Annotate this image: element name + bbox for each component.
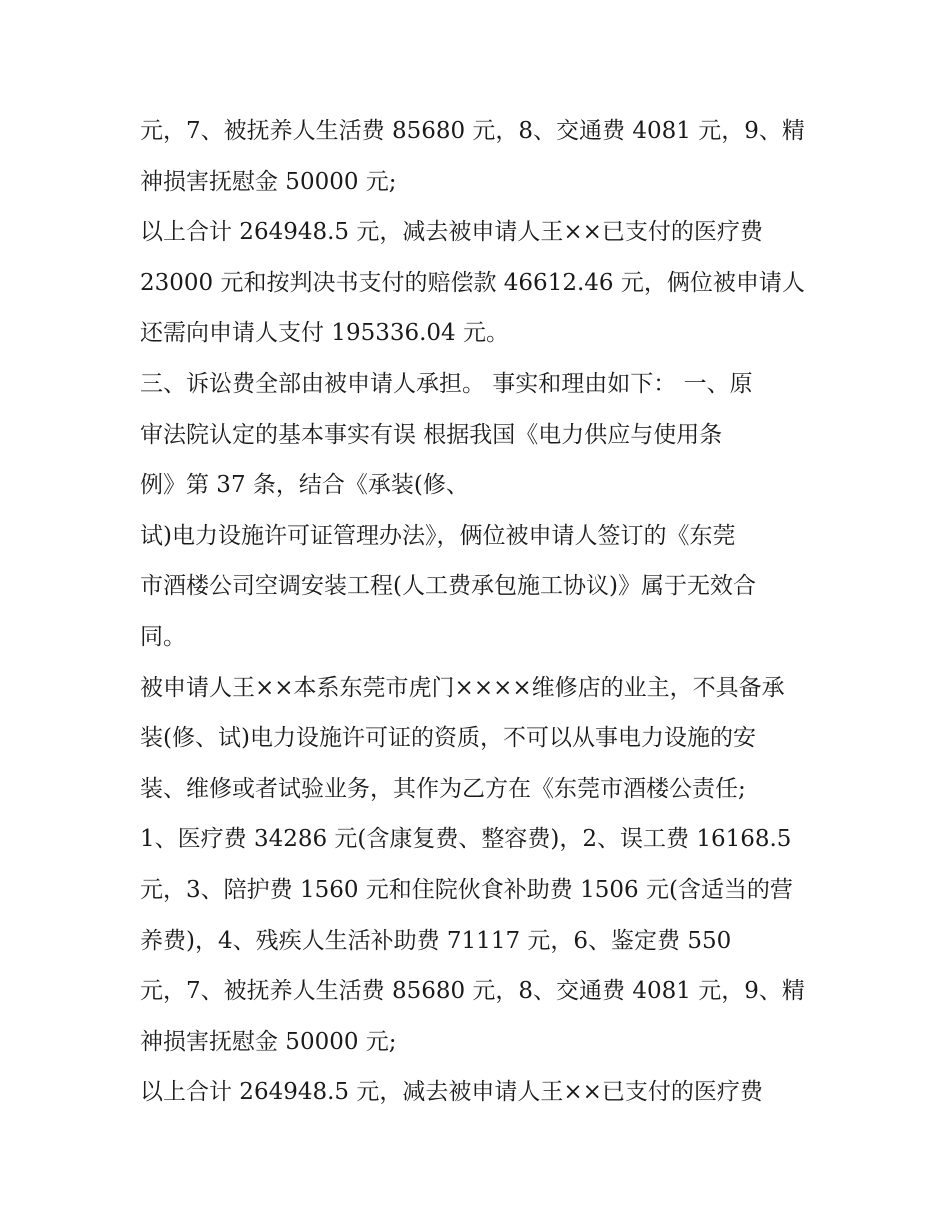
document-body bbox=[140, 106, 820, 1118]
text-line: 三、诉讼费全部由被申请人承担。 事实和理由如下： 一、原 bbox=[140, 370, 753, 397]
text-line: 元，7、被抚养人生活费 85680 元，8、交通费 4081 元，9、精 bbox=[140, 118, 805, 144]
text-line: 1、医疗费 34286 元(含康复费、整容费)，2、误工费 16168.5 bbox=[140, 826, 792, 853]
text-line: 23000 元和按判决书支付的赔偿款 46612.46 元，俩位被申请人 bbox=[140, 269, 805, 296]
text-line: 神损害抚慰金 50000 元; bbox=[140, 168, 397, 195]
text-line: 元，7、被抚养人生活费 85680 元，8、交通费 4081 元，9、精 bbox=[140, 978, 805, 1005]
text-line: 神损害抚慰金 50000 元; bbox=[140, 1028, 397, 1055]
text-line: 装、维修或者试验业务，其作为乙方在《东莞市酒楼公责任; bbox=[140, 775, 746, 802]
text-line: 以上合计 264948.5 元，减去被申请人王××已支付的医疗费 bbox=[140, 219, 763, 246]
text-line: 市酒楼公司空调安装工程(人工费承包施工协议)》属于无效合 bbox=[140, 573, 756, 600]
text-line: 装(修、试)电力设施许可证的资质，不可以从事电力设施的安 bbox=[140, 725, 756, 752]
text-line: 以上合计 264948.5 元，减去被申请人王××已支付的医疗费 bbox=[140, 1079, 763, 1106]
text-line: 例》第 37 条，结合《承装(修、 bbox=[140, 472, 469, 499]
text-line: 还需向申请人支付 195336.04 元。 bbox=[140, 320, 509, 347]
text-line: 养费)，4、残疾人生活补助费 71117 元，6、鉴定费 550 bbox=[140, 927, 732, 954]
text-line: 同。 bbox=[140, 623, 186, 650]
text-line: 元，3、陪护费 1560 元和住院伙食补助费 1506 元(含适当的营 bbox=[140, 876, 793, 903]
text-line: 被申请人王××本系东莞市虎门××××维修店的业主，不具备承 bbox=[140, 674, 785, 701]
text-line: 试)电力设施许可证管理办法》，俩位被申请人签订的《东莞 bbox=[140, 522, 736, 549]
text-line: 审法院认定的基本事实有误 根据我国《电力供应与使用条 bbox=[140, 421, 723, 448]
